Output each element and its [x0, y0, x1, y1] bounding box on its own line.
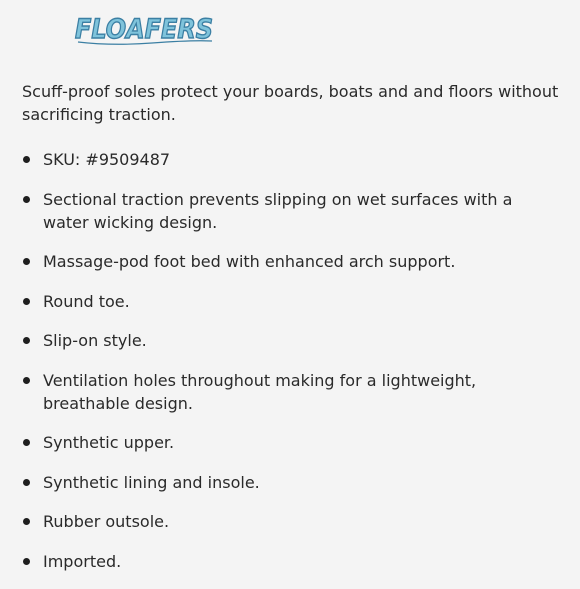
floafers-logo-image [72, 8, 218, 48]
bullet-icon [23, 558, 30, 565]
bullet-icon [23, 439, 30, 446]
feature-text: Round toe. [43, 291, 130, 311]
bullet-icon [23, 258, 30, 265]
feature-item [22, 550, 558, 573]
bullet-icon [23, 298, 30, 305]
feature-text: Synthetic lining and insole. [43, 472, 260, 492]
feature-text: Rubber outsole. [43, 512, 170, 531]
feature-text: Massage-pod foot bed with enhanced arch support. [43, 252, 456, 271]
logo-wordmark: FLOAFERS [75, 14, 213, 45]
feature-text: Ventilation holes throughout making for a lightweight, breathable design. [43, 370, 477, 413]
bullet-icon [23, 156, 30, 163]
feature-text: SKU: #9509487 [43, 150, 171, 169]
brand-logo [72, 8, 218, 48]
feature-item [22, 471, 558, 494]
feature-text: Synthetic upper. [43, 433, 175, 452]
feature-item [22, 188, 558, 234]
feature-item [22, 431, 558, 454]
bullet-icon [23, 377, 30, 384]
feature-item [22, 290, 558, 313]
feature-item [22, 250, 558, 273]
feature-text: Sectional traction prevents slipping on wet surfaces with a water wicking design. [43, 189, 513, 232]
feature-list [22, 148, 558, 589]
feature-text: Slip-on style. [43, 331, 147, 350]
feature-item [22, 329, 558, 352]
bullet-icon [23, 196, 30, 203]
bullet-icon [23, 337, 30, 344]
bullet-icon [23, 479, 30, 486]
feature-item [22, 148, 558, 171]
feature-item [22, 510, 558, 533]
product-intro: Scuff-proof soles protect your boards, boats and and floors without sacrificing traction. [22, 82, 559, 124]
bullet-icon [23, 518, 30, 525]
feature-item [22, 369, 558, 415]
feature-text: Imported. [43, 551, 122, 571]
